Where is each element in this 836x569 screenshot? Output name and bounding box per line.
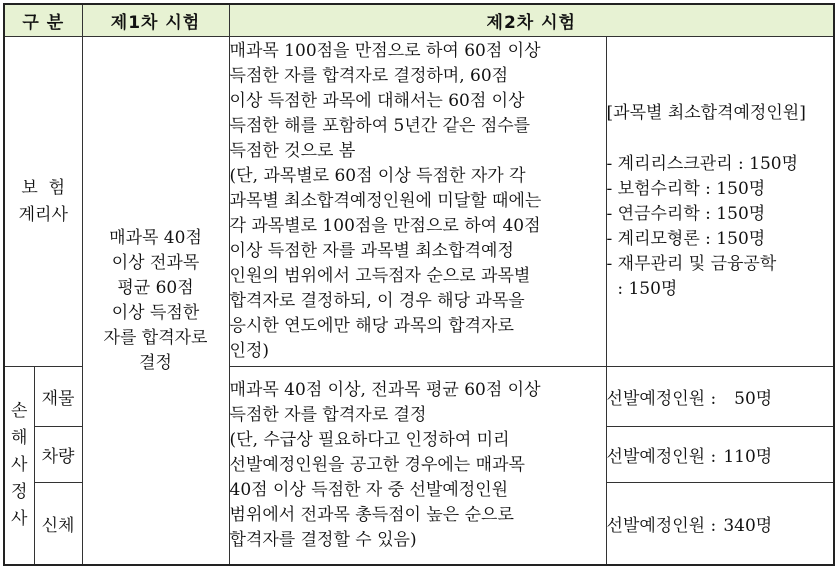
actuary-quota-list bbox=[606, 37, 834, 367]
quota-title: [과목별 최소합격예정인원] bbox=[606, 103, 806, 123]
quota-vehicle: 선발예정인원 : 110명 bbox=[606, 427, 834, 483]
first-exam-criteria: 매과목 40점 이상 전과목 평균 60점 이상 득점한 자를 합격자로 결정 bbox=[82, 37, 229, 566]
adjuster-second-criteria: 매과목 40점 이상, 전과목 평균 60점 이상 득점한 자를 합격자로 결정 (단, 수급상 필요하다고 인정하여 미리 선발예정인원을 공고한 경우에는 매과목 40점 이상 득점한 자 중 선발예정인원 범위에서 전과목 총득점이 높은 순으로 합격자를 결정할 수 있음) bbox=[229, 367, 606, 566]
quota-property: 선발예정인원 : 50명 bbox=[606, 367, 834, 427]
header-row bbox=[4, 4, 834, 37]
quota-item: - 계리리스크관리 : 150명 bbox=[606, 154, 799, 174]
header-category: 구 분 bbox=[4, 4, 82, 37]
adjuster-type-vehicle: 차량 bbox=[34, 427, 82, 483]
quota-body: 선발예정인원 : 340명 bbox=[606, 483, 834, 566]
quota-item: : 150명 bbox=[606, 279, 678, 299]
actuary-label: 보 험 계리사 bbox=[4, 37, 82, 367]
adjuster-type-body: 신체 bbox=[34, 483, 82, 566]
quota-item: - 계리모형론 : 150명 bbox=[606, 229, 766, 249]
actuary-row bbox=[4, 37, 834, 367]
exam-criteria-table bbox=[3, 3, 835, 566]
quota-item: - 재무관리 및 금융공학 bbox=[606, 254, 777, 274]
adjuster-type-property: 재물 bbox=[34, 367, 82, 427]
actuary-second-criteria: 매과목 100점을 만점으로 하여 60점 이상 득점한 자를 합격자로 결정하며, 60점 이상 득점한 과목에 대해서는 60점 이상 득점한 해를 포함하여 5년간 같은 점수를 득점한 것으로 봄 (단, 과목별로 60점 이상 득점한 자가 각 과목별 최소합격예정인원에 미달할 때에는 각 과목별로 100점을 만점으로 하여 40점 이상 득점한 자를 과목별 최소합격예정 인원의 범위에서 고득점자 순으로 과목별 합격자로 결정하되, 이 경우 해당 과목을 응시한 연도에만 해당 과목의 합격자로 인정) bbox=[229, 37, 606, 367]
header-second-exam: 제2차 시험 bbox=[229, 4, 834, 37]
header-first-exam: 제1차 시험 bbox=[82, 4, 229, 37]
quota-item: - 보험수리학 : 150명 bbox=[606, 179, 766, 199]
adjuster-label: 손 해 사 정 사 bbox=[4, 367, 34, 566]
quota-item: - 연금수리학 : 150명 bbox=[606, 204, 766, 224]
